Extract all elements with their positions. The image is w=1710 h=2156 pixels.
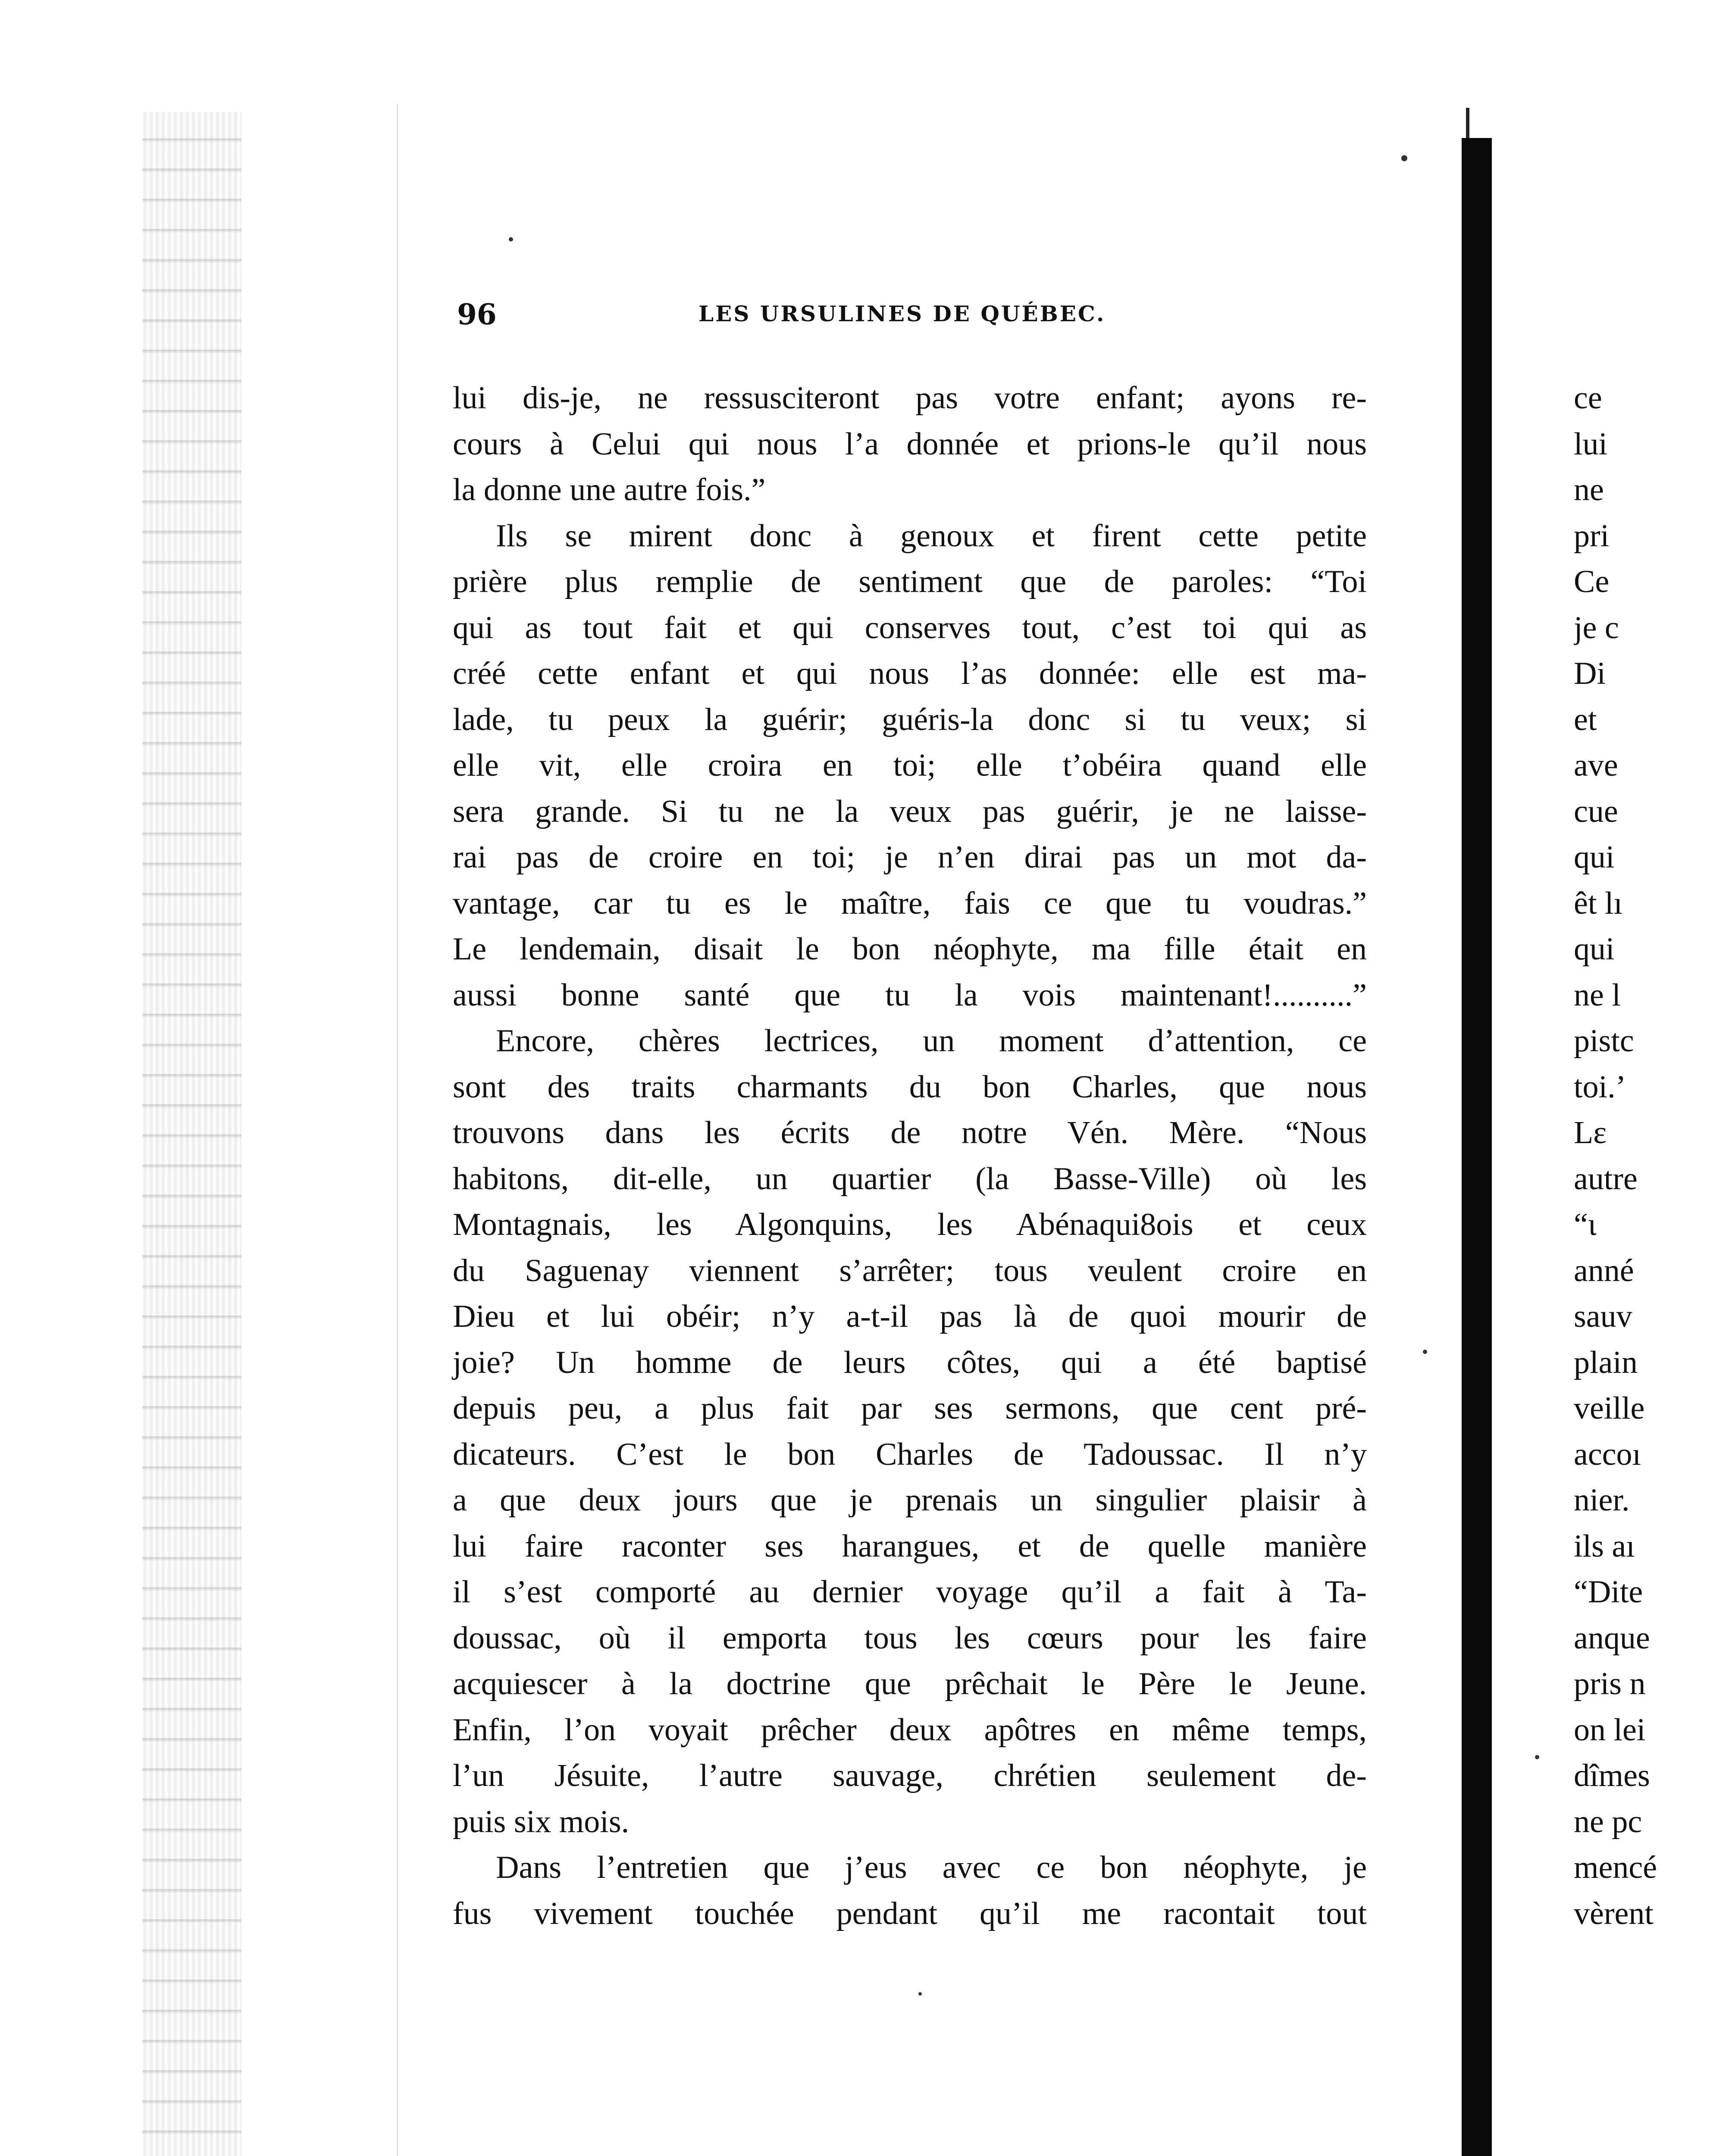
fragment-line: qui <box>1574 840 1615 875</box>
scan-speck <box>918 1992 922 1996</box>
text-line: Le lendemain, disait le bon néophyte, ma fille était en <box>453 931 1367 967</box>
fragment-line: anné <box>1574 1253 1634 1288</box>
fragment-line: autre <box>1574 1161 1638 1197</box>
text-line: du Saguenay viennent s’arrêter; tous veulent croire en <box>453 1253 1367 1288</box>
text-line: doussac, où il emporta tous les cœurs pour les faire <box>453 1620 1367 1656</box>
text-line: prière plus remplie de sentiment que de paroles: “Toi <box>453 564 1367 599</box>
text-line: vantage, car tu es le maître, fais ce que tu voudras.” <box>453 885 1367 921</box>
fragment-line: pri <box>1574 518 1610 554</box>
fragment-line: ne pc <box>1574 1804 1642 1839</box>
running-title: LES URSULINES DE QUÉBEC. <box>698 301 1106 326</box>
facing-page-fragments <box>1574 375 1710 1937</box>
text-line: sera grande. Si tu ne la veux pas guérir, je ne laisse- <box>453 793 1367 829</box>
fragment-line: anque <box>1574 1620 1650 1656</box>
fragment-line: ave <box>1574 748 1618 783</box>
text-line: joie? Un homme de leurs côtes, qui a été baptisé <box>453 1344 1367 1380</box>
fragment-line: “ι <box>1574 1207 1597 1242</box>
text-line: lade, tu peux la guérir; guéris-la donc si tu veux; si <box>453 702 1367 737</box>
fragment-line: et <box>1574 702 1597 737</box>
fragment-line: on lei <box>1574 1712 1646 1748</box>
text-line: habitons, dit-elle, un quartier (la Basse-Ville) où les <box>453 1161 1367 1197</box>
fragment-line: sauv <box>1574 1299 1632 1334</box>
text-line: fus vivement touchée pendant qu’il me racontait tout <box>453 1896 1367 1931</box>
text-line: trouvons dans les écrits de notre Vén. Mère. “Nous <box>453 1115 1367 1150</box>
fragment-line: qui <box>1574 931 1615 967</box>
fragment-line: pistc <box>1574 1023 1634 1059</box>
fragment-line: Lε <box>1574 1115 1607 1150</box>
running-head <box>457 298 1371 336</box>
left-gutter-scan-noise <box>142 112 241 2156</box>
text-line: cours à Celui qui nous l’a donnée et prions-le qu’il nous <box>453 426 1367 462</box>
text-line: acquiescer à la doctrine que prêchait le Père le Jeune. <box>453 1666 1367 1702</box>
text-line: a que deux jours que je prenais un singulier plaisir à <box>453 1482 1367 1518</box>
binding-shadow-bar <box>1462 138 1492 2156</box>
fragment-line: mencé <box>1574 1850 1657 1885</box>
fragment-line: cue <box>1574 793 1618 829</box>
text-line: qui as tout fait et qui conserves tout, c’est toi qui as <box>453 610 1367 646</box>
text-line: dicateurs. C’est le bon Charles de Tadoussac. Il n’y <box>453 1436 1367 1472</box>
fragment-line: êt lı <box>1574 885 1623 921</box>
text-line: lui faire raconter ses harangues, et de quelle manière <box>453 1528 1367 1564</box>
scan-speck <box>1535 1755 1539 1759</box>
text-line: Ils se mirent donc à genoux et firent cette petite <box>496 518 1367 554</box>
fragment-line: vèrent <box>1574 1896 1654 1931</box>
text-line: créé cette enfant et qui nous l’as donnée: elle est ma- <box>453 656 1367 691</box>
text-line: Montagnais, les Algonquins, les Abénaqui8ois et ceux <box>453 1207 1367 1242</box>
scan-speck <box>1401 155 1407 161</box>
fragment-line: je c <box>1574 610 1619 646</box>
text-line: sont des traits charmants du bon Charles, que nous <box>453 1069 1367 1105</box>
page-number: 96 <box>457 298 497 331</box>
scan-speck <box>509 237 513 241</box>
fragment-line: ne <box>1574 472 1604 508</box>
fragment-line: Di <box>1574 656 1606 691</box>
text-line: rai pas de croire en toi; je n’en dirai pas un mot da- <box>453 840 1367 875</box>
fragment-line: ne l <box>1574 977 1621 1013</box>
text-line: depuis peu, a plus fait par ses sermons, que cent pré- <box>453 1391 1367 1426</box>
fragment-line: dîmes <box>1574 1758 1650 1793</box>
text-line: la donne une autre fois.” <box>453 472 766 508</box>
text-line: puis six mois. <box>453 1804 630 1839</box>
text-line: Enfin, l’on voyait prêcher deux apôtres en même temps, <box>453 1712 1367 1748</box>
fragment-line: toi.’ <box>1574 1069 1626 1105</box>
fragment-line: ils aı <box>1574 1528 1635 1564</box>
fragment-line: nier. <box>1574 1482 1630 1518</box>
fragment-line: lui <box>1574 426 1608 462</box>
fragment-line: accoı <box>1574 1436 1641 1472</box>
page-fold-line <box>397 103 398 2156</box>
fragment-line: pris n <box>1574 1666 1646 1702</box>
text-line: il s’est comporté au dernier voyage qu’il a fait à Ta- <box>453 1574 1367 1610</box>
fragment-line: Ce <box>1574 564 1610 599</box>
text-line: Encore, chères lectrices, un moment d’attention, ce <box>496 1023 1367 1059</box>
text-line: l’un Jésuite, l’autre sauvage, chrétien seulement de- <box>453 1758 1367 1793</box>
text-line: Dieu et lui obéir; n’y a-t-il pas là de quoi mourir de <box>453 1299 1367 1334</box>
fragment-line: “Dite <box>1574 1574 1643 1610</box>
text-line: Dans l’entretien que j’eus avec ce bon néophyte, je <box>496 1850 1367 1885</box>
main-text-column <box>453 375 1367 1937</box>
fragment-line: veille <box>1574 1391 1645 1426</box>
text-line: lui dis-je, ne ressusciteront pas votre enfant; ayons re- <box>453 380 1367 416</box>
scan-speck <box>1423 1350 1427 1354</box>
fragment-line: ce <box>1574 380 1602 416</box>
text-line: elle vit, elle croira en toi; elle t’obéira quand elle <box>453 748 1367 783</box>
fragment-line: plain <box>1574 1344 1638 1380</box>
text-line: aussi bonne santé que tu la vois maintenant!..........” <box>453 977 1367 1013</box>
